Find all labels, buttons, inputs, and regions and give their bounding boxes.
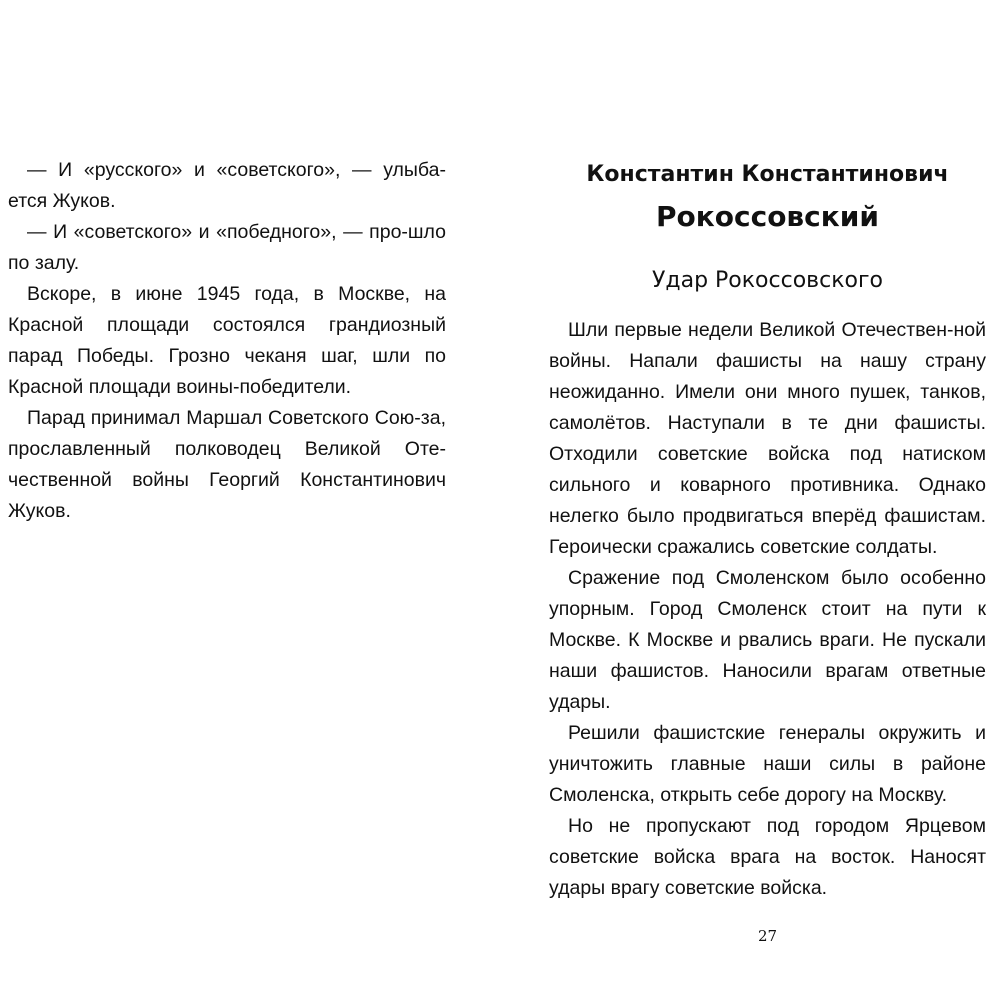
left-page-body	[8, 155, 446, 527]
paragraph: Сражение под Смоленском было особенно упорным. Город Смоленск стоит на пути к Москве. К Москве и рвались враги. Не пускали наши фашистов. Наносили врагам ответные удары.	[549, 567, 986, 713]
chapter-title-surname: Рокоссовский	[656, 200, 879, 233]
paragraph: Вскоре, в июне 1945 года, в Москве, на Красной площади состоялся грандиозный парад Победы. Грозно чеканя шаг, шли по Красной площади воины-победители.	[8, 283, 446, 398]
section-subtitle: Удар Рокоссовского	[651, 268, 883, 293]
right-page	[549, 155, 986, 946]
paragraph: Но не пропускают под городом Ярцевом советские войска врага на восток. Наносят удары врагу советские войска.	[549, 815, 986, 899]
paragraph: — И «советского» и «победного», — про-шло по залу.	[8, 221, 446, 274]
page-number: 27	[757, 927, 778, 945]
paragraph: — И «русского» и «советского», — улыба-ется Жуков.	[8, 159, 446, 212]
right-page-body	[549, 315, 986, 904]
left-page	[8, 155, 446, 527]
chapter-title-name: Константин Константинович	[586, 162, 949, 187]
paragraph: Парад принимал Маршал Советского Сою-за, прославленный полководец Великой Оте-чественной войны Георгий Константинович Жуков.	[8, 407, 446, 522]
paragraph: Решили фашистские генералы окружить и уничтожить главные наши силы в районе Смоленска, открыть себе дорогу на Москву.	[549, 722, 986, 806]
paragraph: Шли первые недели Великой Отечествен-ной войны. Напали фашисты на нашу страну неожиданно. Имели они много пушек, танков, самолётов. Наступали в те дни фашисты. Отходили советские войска под натиском сильного и коварного противника. Однако нелегко было продвигаться вперёд фашистам. Героически сражались советские солдаты.	[549, 319, 986, 558]
